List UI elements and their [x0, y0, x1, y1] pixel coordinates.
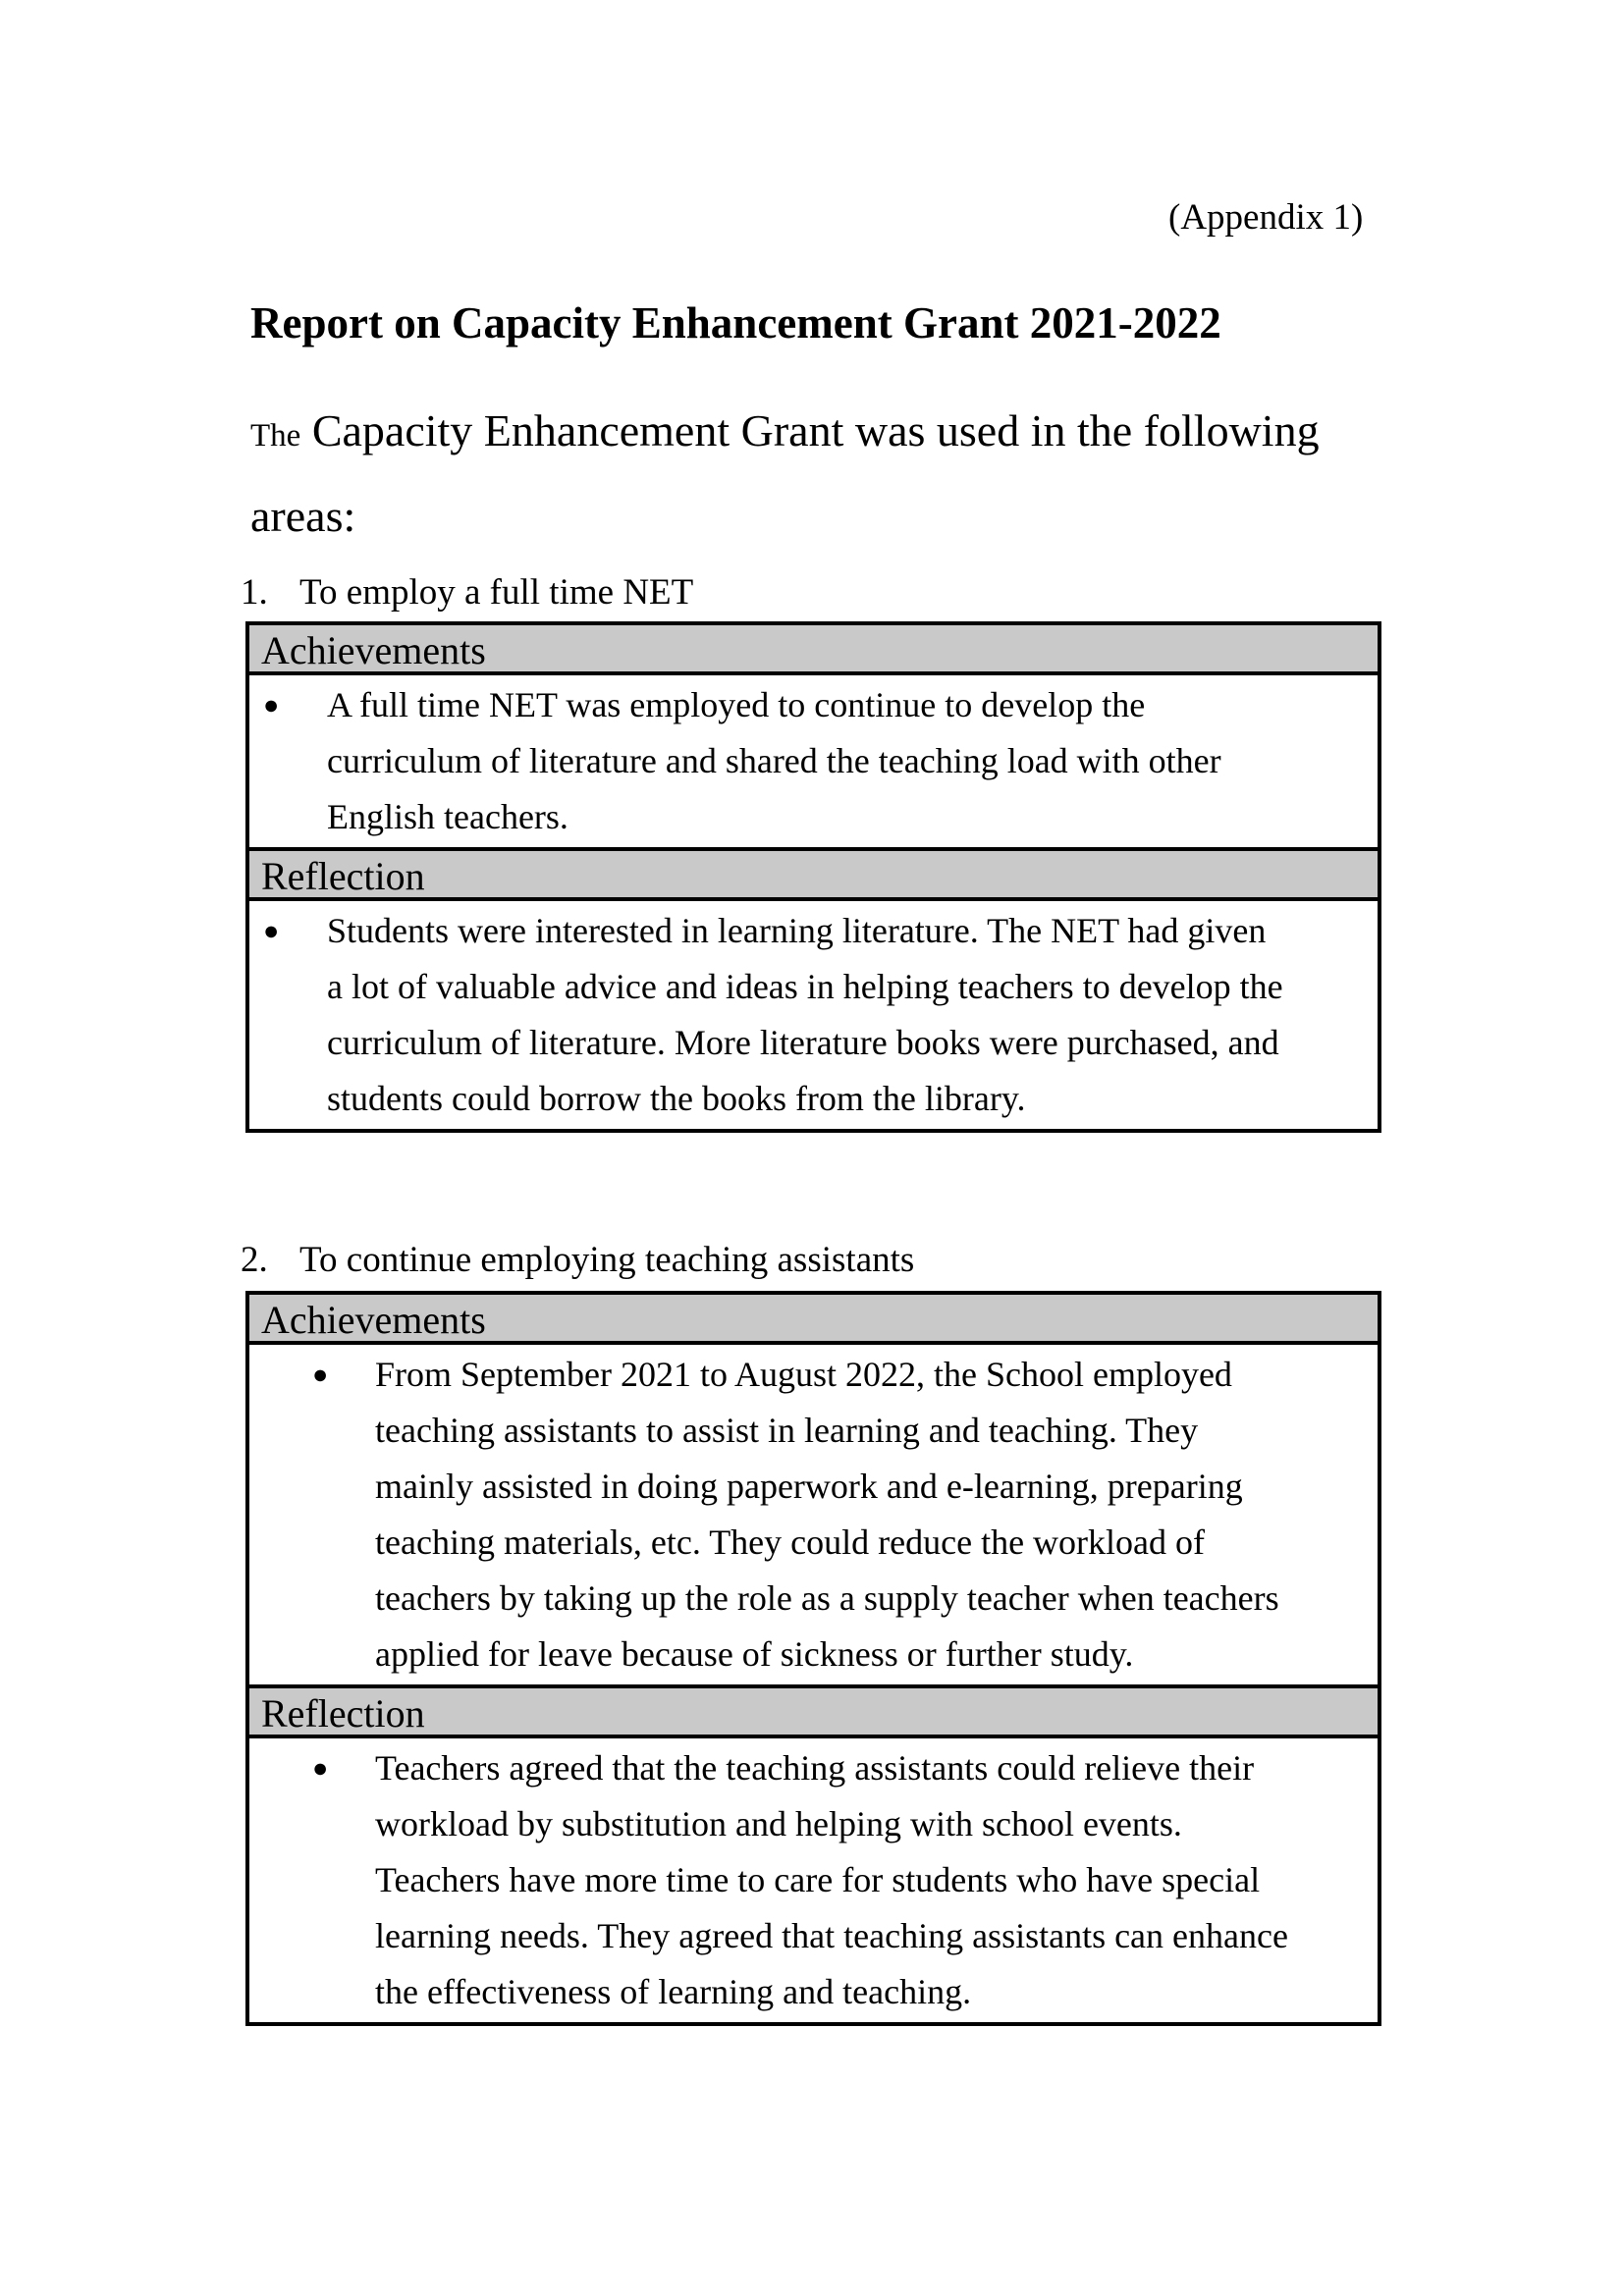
intro-line-1: [250, 391, 1320, 476]
page-title: Report on Capacity Enhancement Grant 2021-2022: [250, 298, 1221, 347]
section-2-number: 2.: [241, 1240, 268, 1280]
bullet-text-line: workload by substitution and helping with school events.: [375, 1804, 1182, 1843]
bullet-text-line: mainly assisted in doing paperwork and e-learning, preparing: [375, 1467, 1243, 1506]
bullet-text-line: English teachers.: [327, 797, 568, 836]
bullet-item: [249, 903, 1378, 1127]
bullet-text-line: Teachers have more time to care for students who have special: [375, 1860, 1261, 1899]
bullet-text-line: Students were interested in learning literature. The NET had given: [327, 911, 1267, 950]
bullet-text-line: Teachers agreed that the teaching assistants could relieve their: [375, 1748, 1255, 1788]
intro-lead-word: The: [250, 418, 301, 454]
bullet-text-line: teachers by taking up the role as a supply teacher when teachers: [375, 1578, 1279, 1618]
section-1-heading: [241, 571, 693, 614]
bullet-text-line: applied for leave because of sickness or further study.: [375, 1634, 1134, 1674]
reflection-header-cell: Reflection: [249, 1688, 1378, 1738]
bullet-icon: ●: [312, 1753, 329, 1783]
bullet-text-line: students could borrow the books from the library.: [327, 1079, 1026, 1118]
bullet-text: [375, 1740, 1288, 2020]
section-1-number: 1.: [241, 572, 268, 613]
bullet-text-line: From September 2021 to August 2022, the School employed: [375, 1355, 1232, 1394]
appendix-note: (Appendix 1): [1168, 197, 1364, 238]
bullet-item: [249, 677, 1378, 845]
reflection-header-cell: Reflection: [249, 851, 1378, 901]
reflection-body-cell: [249, 1738, 1378, 2022]
bullet-text-line: curriculum of literature and shared the teaching load with other: [327, 741, 1221, 780]
bullet-icon: ●: [263, 916, 280, 945]
bullet-icon: ●: [312, 1360, 329, 1389]
bullet-text: [375, 1347, 1279, 1682]
bullet-icon: ●: [263, 690, 280, 720]
bullet-text: [327, 677, 1221, 845]
bullet-text-line: teaching assistants to assist in learning and teaching. They: [375, 1411, 1199, 1450]
intro-line-1-text: Capacity Enhancement Grant was used in the following: [311, 405, 1320, 455]
section-1-heading-text: To employ a full time NET: [299, 572, 694, 613]
reflection-body-cell: [249, 901, 1378, 1129]
bullet-text-line: the effectiveness of learning and teaching.: [375, 1972, 972, 2011]
bullet-text-line: learning needs. They agreed that teaching assistants can enhance: [375, 1916, 1288, 1955]
bullet-text-line: A full time NET was employed to continue to develop the: [327, 685, 1146, 724]
section-1-table: [245, 621, 1381, 1133]
section-2-heading: [241, 1239, 914, 1281]
section-2-heading-text: To continue employing teaching assistants: [299, 1240, 915, 1280]
bullet-text-line: curriculum of literature. More literature books were purchased, and: [327, 1023, 1279, 1062]
achievements-body-cell: [249, 1345, 1378, 1688]
intro-paragraph: [250, 391, 1320, 557]
bullet-text: [327, 903, 1283, 1127]
achievements-header-cell: Achievements: [249, 1295, 1378, 1345]
bullet-item: [249, 1740, 1378, 2020]
bullet-text-line: a lot of valuable advice and ideas in helping teachers to develop the: [327, 967, 1283, 1006]
achievements-body-cell: [249, 675, 1378, 851]
achievements-header-cell: Achievements: [249, 625, 1378, 675]
bullet-text-line: teaching materials, etc. They could reduce the workload of: [375, 1522, 1205, 1562]
intro-line-2: areas:: [250, 491, 356, 541]
bullet-item: [249, 1347, 1378, 1682]
section-2-table: [245, 1291, 1381, 2026]
